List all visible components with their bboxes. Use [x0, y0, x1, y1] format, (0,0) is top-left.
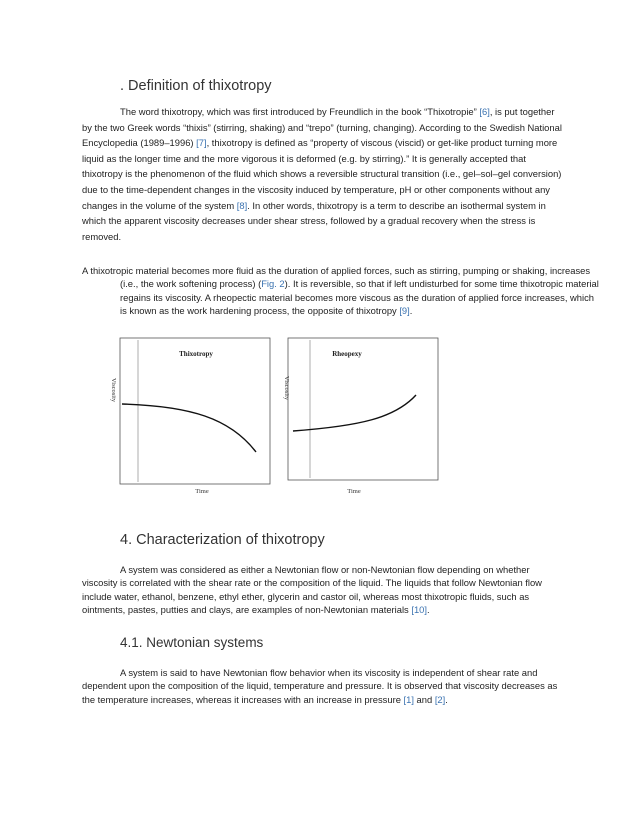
text-run: and — [413, 693, 435, 705]
text-run: , is put together by the two Greek words “thixis” (stirring, shaking) and “trepo” (turning, changing). According to the Swedish National Encyclopedia (1989–1996) — [82, 106, 562, 149]
text-run: ). It is reversible, so that if left undisturbed for some time thixotropic material regains its viscosity. A rheopectic material becomes more viscous as the duration of applied force increases, which is known as the work hardening process, the opposite of thixotropy — [120, 278, 599, 317]
thixotropy-x-label: Time — [195, 488, 209, 495]
citation-link[interactable]: [6] — [479, 106, 490, 117]
text-run: . — [426, 604, 430, 616]
citation-link[interactable]: [7] — [196, 137, 207, 149]
paragraph-newtonian — [82, 666, 564, 706]
heading-definition: . Definition of thixotropy — [120, 78, 272, 94]
thixotropy-y-label: Viscosity — [110, 378, 117, 403]
figure-svg — [110, 338, 470, 498]
figure-thixotropy-rheopexy — [110, 338, 470, 498]
paragraph-characterization — [82, 563, 564, 617]
citation-link[interactable]: [10] — [411, 604, 427, 616]
rheopexy-panel-frame — [288, 338, 438, 480]
citation-link[interactable]: [9] — [399, 305, 410, 317]
text-run: . — [409, 305, 413, 317]
text-run: A system is said to have Newtonian flow behavior when its viscosity is independent of shear rate and dependent upon the composition of the liquid, temperature and pressure. It is observed that viscosity decreases as the temperature increases, whereas it increases with an increase in pressure — [82, 667, 558, 705]
rheopexy-y-label: Viscosity — [283, 376, 290, 401]
text-run: A system was considered as either a Newtonian flow or non-Newtonian flow depending on whether viscosity is correlated with the shear rate or the composition of the liquid. The liquids that follow Newtonian flow include water, ethanol, benzene, ethyl ether, glycerin and castor oil, whereas most thixotropic fluids, such as ointments, pastes, putties and clays, are examples of non-Newtonian materials — [82, 564, 542, 616]
heading-characterization: 4. Characterization of thixotropy — [120, 532, 325, 548]
rheopexy-curve — [293, 395, 416, 431]
text-run: . — [445, 693, 448, 705]
rheopexy-x-label: Time — [347, 488, 361, 495]
citation-link[interactable]: [1] — [403, 693, 414, 705]
text-run: The word thixotropy, which was first introduced by Freundlich in the book “Thixotropie” — [120, 106, 480, 117]
rheopexy-title: Rheopexy — [332, 350, 362, 358]
thixotropy-curve — [122, 404, 256, 452]
citation-link[interactable]: [2] — [434, 693, 446, 705]
thixotropy-title: Thixotropy — [179, 350, 213, 358]
paragraph-definition — [82, 104, 564, 244]
thixotropy-panel-frame — [120, 338, 270, 484]
text-run: , thixotropy is defined as “property of viscous (viscid) or get-like product turning more liquid as the longer time and the more vigorous it is deformed (e.g. by stirring).” It is generally accepted that thixotropy is the phenomenon of the fluid which shows a reversible structural transition (i.e., gel–sol–gel conversion) due to the time-dependent changes in the viscosity induced by temperature, pH or other components without any changes in the volume of the system — [82, 137, 562, 211]
paragraph-thixotropic-material — [82, 264, 602, 318]
heading-newtonian-systems: 4.1. Newtonian systems — [120, 635, 264, 650]
text-run: . In other words, thixotropy is a term to describe an isothermal system in which the apparent viscosity decreases under shear stress, followed by a gradual recovery when the stress is removed. — [82, 199, 546, 242]
citation-link[interactable]: [8] — [236, 199, 248, 211]
text-run: A thixotropic material becomes more fluid as the duration of applied forces, such as stirring, pumping or shaking, increases (i.e., the work softening process) ( — [82, 265, 591, 290]
citation-link[interactable]: Fig. 2 — [261, 278, 285, 290]
